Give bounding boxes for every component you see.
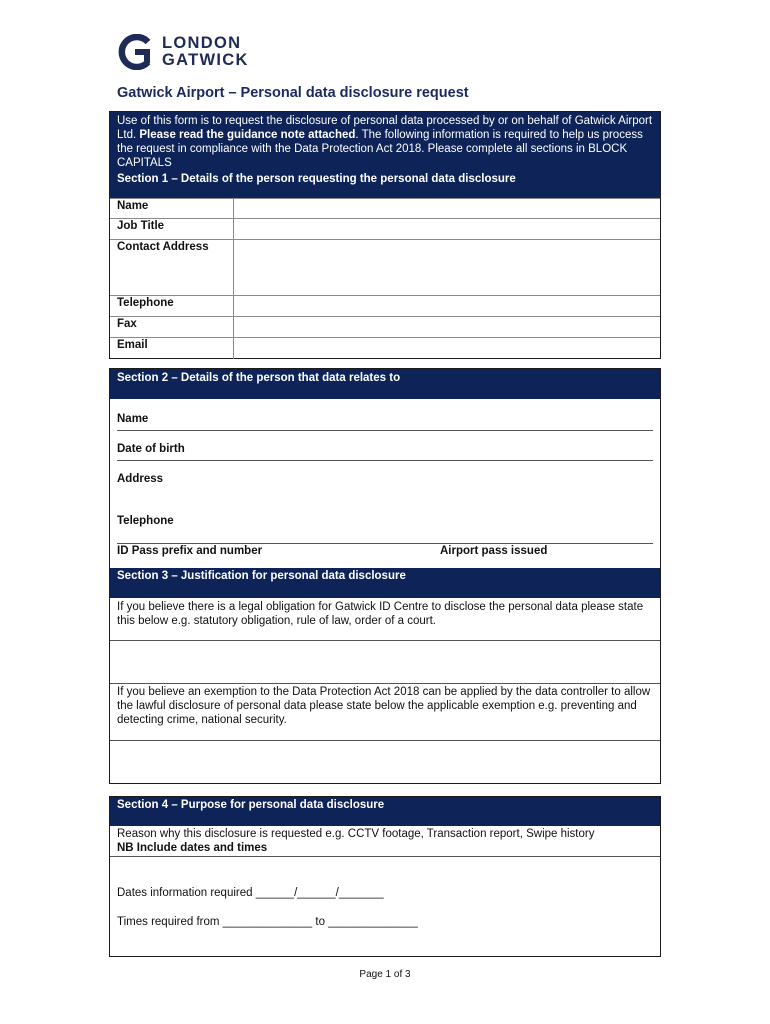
page-number: Page 1 of 3 [359, 969, 411, 980]
table-row [110, 296, 660, 317]
dates-required-field[interactable]: Dates information required ______/______/_______ [117, 887, 384, 899]
exemption-input[interactable] [110, 740, 660, 784]
s2-airport-pass-label: Airport pass issued [440, 545, 548, 557]
field-label-fax: Fax [110, 317, 234, 338]
field-label-email: Email [110, 338, 234, 359]
gatwick-logo-icon [118, 34, 152, 70]
contact-address-input[interactable] [234, 240, 661, 296]
field-label-telephone: Telephone [110, 296, 234, 317]
telephone-input[interactable] [234, 296, 661, 317]
reason-text [110, 826, 660, 857]
s2-address-label: Address [117, 473, 164, 485]
section-2-3-box [109, 368, 661, 784]
legal-obligation-text: If you believe there is a legal obligation for Gatwick ID Centre to disclose the personal data please state this below e.g. statutory obligation, rule of law, order of a court. [117, 601, 644, 627]
s2-dob-label: Date of birth [117, 443, 185, 455]
s2-name-label: Name [117, 413, 149, 425]
reason-description: Reason why this disclosure is requested e.g. CCTV footage, Transaction report, Swipe history [117, 828, 595, 840]
section-1-heading: Section 1 – Details of the person requesting the personal data disclosure [110, 170, 660, 198]
job-title-input[interactable] [234, 219, 661, 240]
table-row [110, 317, 660, 338]
times-required-field[interactable]: Times required from ______________ to ______________ [117, 916, 418, 928]
table-row [110, 240, 660, 296]
divider [110, 856, 660, 857]
exemption-text: If you believe an exemption to the Data Protection Act 2018 can be applied by the data controller to allow the lawful disclosure of personal data please state below the applicable exemption e.g. preventing and detecting crime, national security. [117, 686, 651, 726]
gatwick-logo [118, 34, 249, 70]
nb-note: NB Include dates and times [117, 842, 268, 854]
s2-pass-row [117, 545, 653, 562]
section-2-heading: Section 2 – Details of the person that data relates to [110, 369, 660, 399]
field-label-contact-address: Contact Address [110, 240, 234, 296]
s2-address-field[interactable] [117, 473, 653, 490]
logo-line-1: LONDON [162, 34, 242, 52]
table-row [110, 338, 660, 359]
field-label-job-title: Job Title [110, 219, 234, 240]
email-input[interactable] [234, 338, 661, 359]
s2-name-field[interactable] [117, 413, 653, 431]
field-label-name: Name [110, 199, 234, 219]
intro-text: Use of this form is to request the disclosure of personal data processed by or on behalf of Gatwick Airport Ltd. Please read the guidance note attached. The following information is required to help us process the request in compliance with the Data Protection Act 2018. Please complete all sections in BLOCK CAPITALS [110, 112, 660, 170]
legal-obligation-input[interactable] [110, 640, 660, 683]
section-1-box [109, 111, 661, 359]
fax-input[interactable] [234, 317, 661, 338]
page-title: Gatwick Airport – Personal data disclosure request [117, 85, 469, 101]
section-4-box [109, 796, 661, 957]
table-row [110, 219, 660, 240]
s2-telephone-field[interactable] [117, 515, 653, 544]
logo-line-2: GATWICK [162, 51, 249, 69]
table-row [110, 199, 660, 219]
s2-dob-field[interactable] [117, 443, 653, 461]
section-4-heading: Section 4 – Purpose for personal data disclosure [110, 797, 660, 826]
name-input[interactable] [234, 199, 661, 219]
s2-id-pass-label: ID Pass prefix and number [117, 545, 263, 557]
section-3-heading: Section 3 – Justification for personal data disclosure [110, 568, 660, 598]
section-1-table [110, 198, 660, 359]
s2-telephone-label: Telephone [117, 515, 174, 527]
